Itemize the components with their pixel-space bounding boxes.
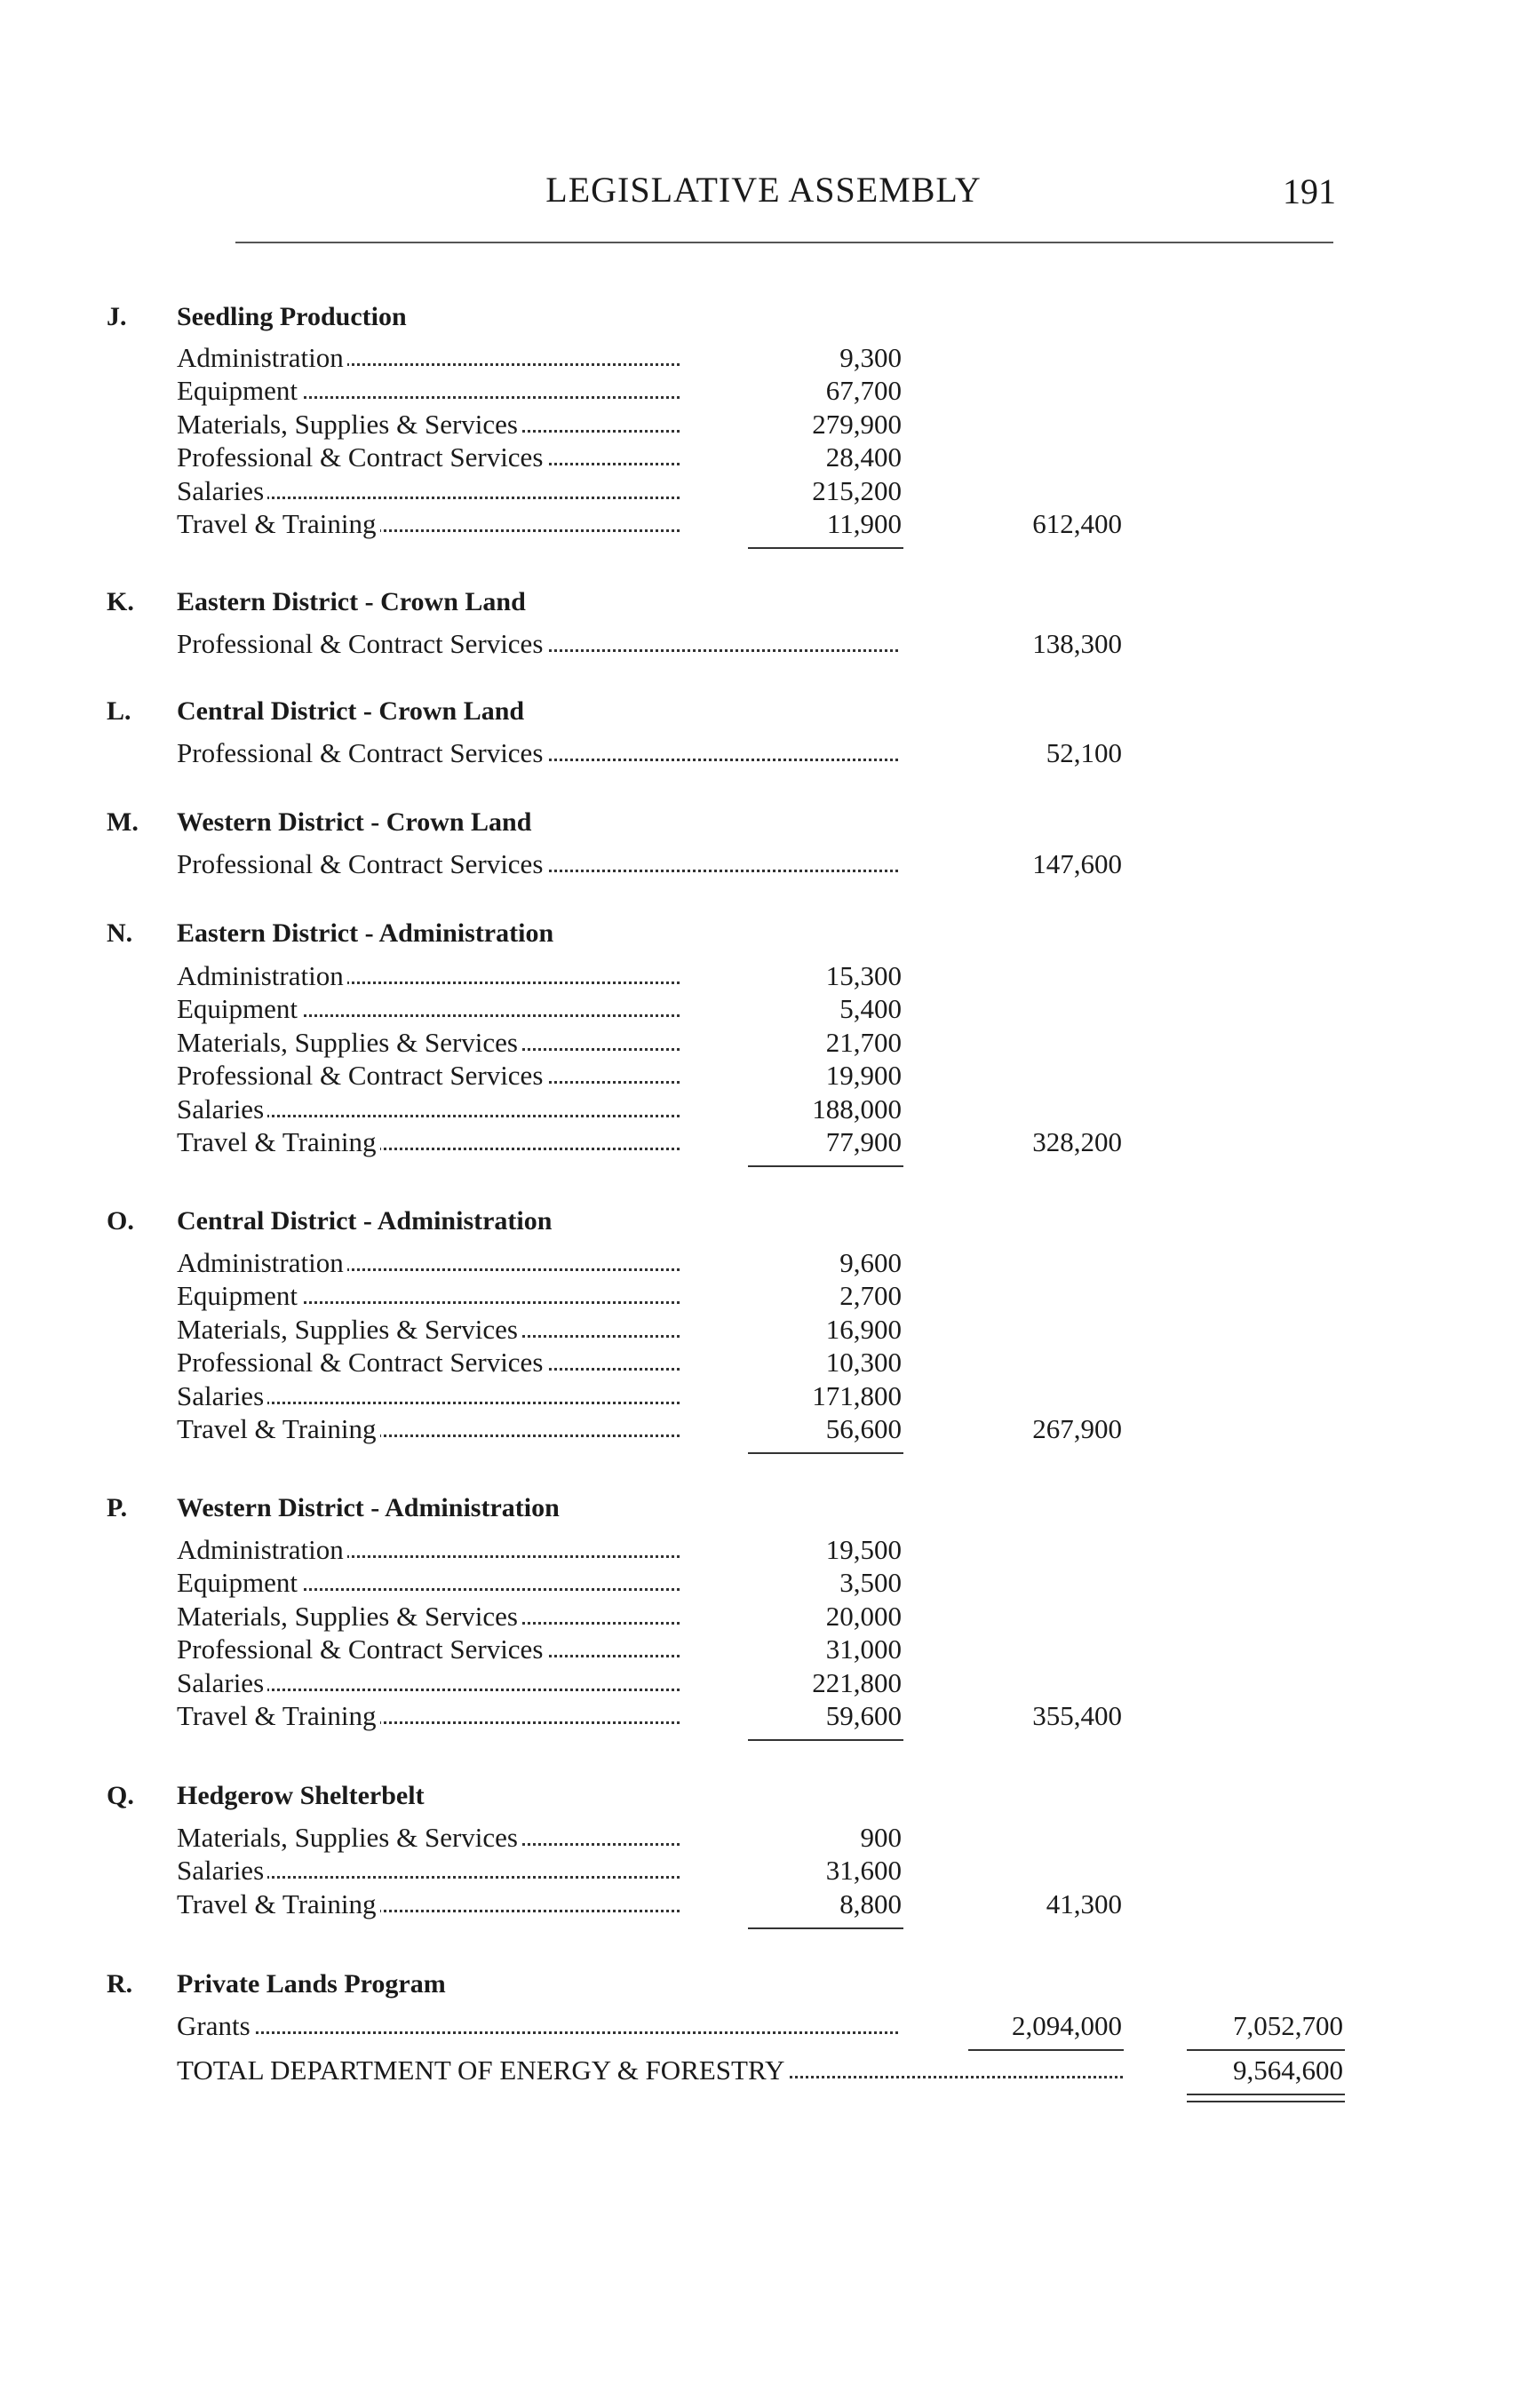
line-item	[177, 1126, 680, 1158]
section-subtotal: 328,200	[1032, 1126, 1122, 1157]
line-item	[177, 1413, 680, 1445]
line-item	[177, 2010, 898, 2042]
line-item	[177, 1027, 680, 1059]
total-double-underline-2	[1187, 2101, 1345, 2102]
section-subtotal: 612,400	[1032, 508, 1122, 539]
line-item-amount: 28,400	[825, 441, 902, 473]
line-item	[177, 475, 680, 507]
line-item-amount: 77,900	[825, 1126, 902, 1157]
line-item	[177, 1601, 680, 1633]
item-label-text: Materials, Supplies & Services	[177, 1027, 521, 1058]
item-label-text: Professional & Contract Services	[177, 1060, 546, 1091]
line-item	[177, 960, 680, 992]
item-label-text: Materials, Supplies & Services	[177, 1822, 521, 1853]
line-item-amount: 19,900	[825, 1060, 902, 1091]
section-title: Central District - Administration	[177, 1206, 553, 1236]
line-item-amount: 67,700	[825, 375, 902, 406]
line-item-amount: 5,400	[839, 993, 902, 1024]
section-subtotal: 267,900	[1032, 1413, 1122, 1444]
section-letter: Q.	[107, 1781, 134, 1810]
item-label-text: Professional & Contract Services	[177, 848, 546, 879]
line-item-amount: 11,900	[826, 508, 902, 539]
line-item-amount: 59,600	[825, 1700, 902, 1731]
line-item	[177, 993, 680, 1025]
item-label-text: Equipment	[177, 375, 301, 406]
section-title: Private Lands Program	[177, 1969, 446, 1999]
item-label-text: Professional & Contract Services	[177, 737, 546, 768]
line-item-amount: 2,700	[839, 1280, 902, 1311]
item-label-text: Professional & Contract Services	[177, 628, 546, 659]
line-item	[177, 1855, 680, 1887]
item-label-text: Equipment	[177, 993, 301, 1024]
item-label-text: Materials, Supplies & Services	[177, 1601, 521, 1632]
subtotal-underline	[748, 1739, 903, 1741]
page-number: 191	[1283, 171, 1336, 211]
item-label-text: Salaries	[177, 1855, 267, 1886]
program-total-underline	[1187, 2049, 1345, 2051]
item-label-text: Travel & Training	[177, 1888, 380, 1919]
line-item-amount: 31,600	[825, 1855, 902, 1886]
line-item-amount: 8,800	[839, 1888, 902, 1919]
line-item	[177, 1060, 680, 1092]
subtotal-underline	[968, 2049, 1124, 2051]
line-item	[177, 1347, 680, 1379]
line-item-amount: 20,000	[825, 1601, 902, 1632]
line-item	[177, 628, 898, 660]
line-item-amount: 56,600	[825, 1413, 902, 1444]
line-item	[177, 409, 680, 441]
line-item-amount: 900	[860, 1822, 902, 1853]
line-item-amount: 279,900	[812, 409, 902, 440]
item-label-text: Professional & Contract Services	[177, 441, 546, 473]
item-label-text: Salaries	[177, 475, 267, 506]
item-label-text: Materials, Supplies & Services	[177, 1314, 521, 1345]
section-title: Eastern District - Administration	[177, 918, 554, 948]
item-label-text: Materials, Supplies & Services	[177, 409, 521, 440]
line-item	[177, 1567, 680, 1599]
line-item	[177, 848, 898, 880]
line-item-amount: 9,300	[839, 342, 902, 373]
subtotal-underline	[748, 1452, 903, 1454]
page-title: LEGISLATIVE ASSEMBLY	[545, 170, 982, 210]
item-label-text: Administration	[177, 342, 347, 373]
section-title: Seedling Production	[177, 302, 407, 331]
line-item	[177, 1093, 680, 1125]
item-label-text: Administration	[177, 960, 347, 991]
line-item	[177, 1888, 680, 1920]
line-item	[177, 342, 680, 374]
line-item	[177, 1314, 680, 1346]
section-letter: K.	[107, 587, 134, 616]
line-item	[177, 1667, 680, 1699]
section-letter: P.	[107, 1493, 128, 1522]
line-item	[177, 1822, 680, 1854]
line-item-amount: 188,000	[812, 1093, 902, 1125]
line-item-amount: 9,600	[839, 1247, 902, 1278]
line-item	[177, 1700, 680, 1732]
section-total-amount: 2,094,000	[1012, 2010, 1122, 2041]
item-label-text: Salaries	[177, 1667, 267, 1698]
total-double-underline-1	[1187, 2094, 1345, 2095]
section-subtotal: 355,400	[1032, 1700, 1122, 1731]
item-label-text: Travel & Training	[177, 1126, 380, 1157]
item-label-text: Travel & Training	[177, 508, 380, 539]
line-item	[177, 1534, 680, 1566]
item-label-text: Administration	[177, 1534, 347, 1565]
line-item	[177, 441, 680, 473]
line-item-amount: 16,900	[825, 1314, 902, 1345]
item-label-text: Travel & Training	[177, 1413, 380, 1444]
subtotal-underline	[748, 547, 903, 549]
item-label-text: TOTAL DEPARTMENT OF ENERGY & FORESTRY	[177, 2054, 788, 2086]
line-item-amount: 10,300	[825, 1347, 902, 1378]
line-item	[177, 1247, 680, 1279]
section-title: Eastern District - Crown Land	[177, 587, 526, 616]
line-item	[177, 737, 898, 769]
section-letter: L.	[107, 696, 131, 726]
line-item-amount: 171,800	[812, 1380, 902, 1411]
section-total-amount: 147,600	[1032, 848, 1122, 879]
line-item	[177, 508, 680, 540]
item-label-text: Equipment	[177, 1280, 301, 1311]
line-item	[177, 1380, 680, 1412]
line-item-amount: 15,300	[825, 960, 902, 991]
item-label-text: Administration	[177, 1247, 347, 1278]
section-letter: N.	[107, 918, 133, 948]
subtotal-underline	[748, 1165, 903, 1167]
item-label-text: Salaries	[177, 1093, 267, 1125]
item-label-text: Salaries	[177, 1380, 267, 1411]
section-title: Western District - Administration	[177, 1493, 560, 1522]
section-letter: O.	[107, 1206, 134, 1236]
section-letter: J.	[107, 302, 127, 331]
line-item	[177, 1633, 680, 1665]
program-total: 7,052,700	[1233, 2010, 1343, 2041]
line-item-amount: 221,800	[812, 1667, 902, 1698]
section-title: Hedgerow Shelterbelt	[177, 1781, 425, 1810]
item-label-text: Professional & Contract Services	[177, 1347, 546, 1378]
line-item-amount: 215,200	[812, 475, 902, 506]
section-total-amount: 52,100	[1046, 737, 1122, 768]
item-label-text: Grants	[177, 2010, 254, 2041]
section-letter: M.	[107, 807, 139, 837]
item-label-text: Travel & Training	[177, 1700, 380, 1731]
line-item-amount: 19,500	[825, 1534, 902, 1565]
item-label-text: Equipment	[177, 1567, 301, 1598]
section-title: Western District - Crown Land	[177, 807, 532, 837]
section-title: Central District - Crown Land	[177, 696, 525, 726]
section-letter: R.	[107, 1969, 133, 1999]
item-label-text: Professional & Contract Services	[177, 1633, 546, 1665]
subtotal-underline	[748, 1927, 903, 1929]
department-total-amount: 9,564,600	[1233, 2054, 1343, 2086]
line-item	[177, 1280, 680, 1312]
section-total-amount: 138,300	[1032, 628, 1122, 659]
line-item-amount: 21,700	[825, 1027, 902, 1058]
line-item-amount: 3,500	[839, 1567, 902, 1598]
line-item	[177, 375, 680, 407]
section-subtotal: 41,300	[1046, 1888, 1122, 1919]
line-item-amount: 31,000	[825, 1633, 902, 1665]
department-total-label	[177, 2054, 1123, 2086]
